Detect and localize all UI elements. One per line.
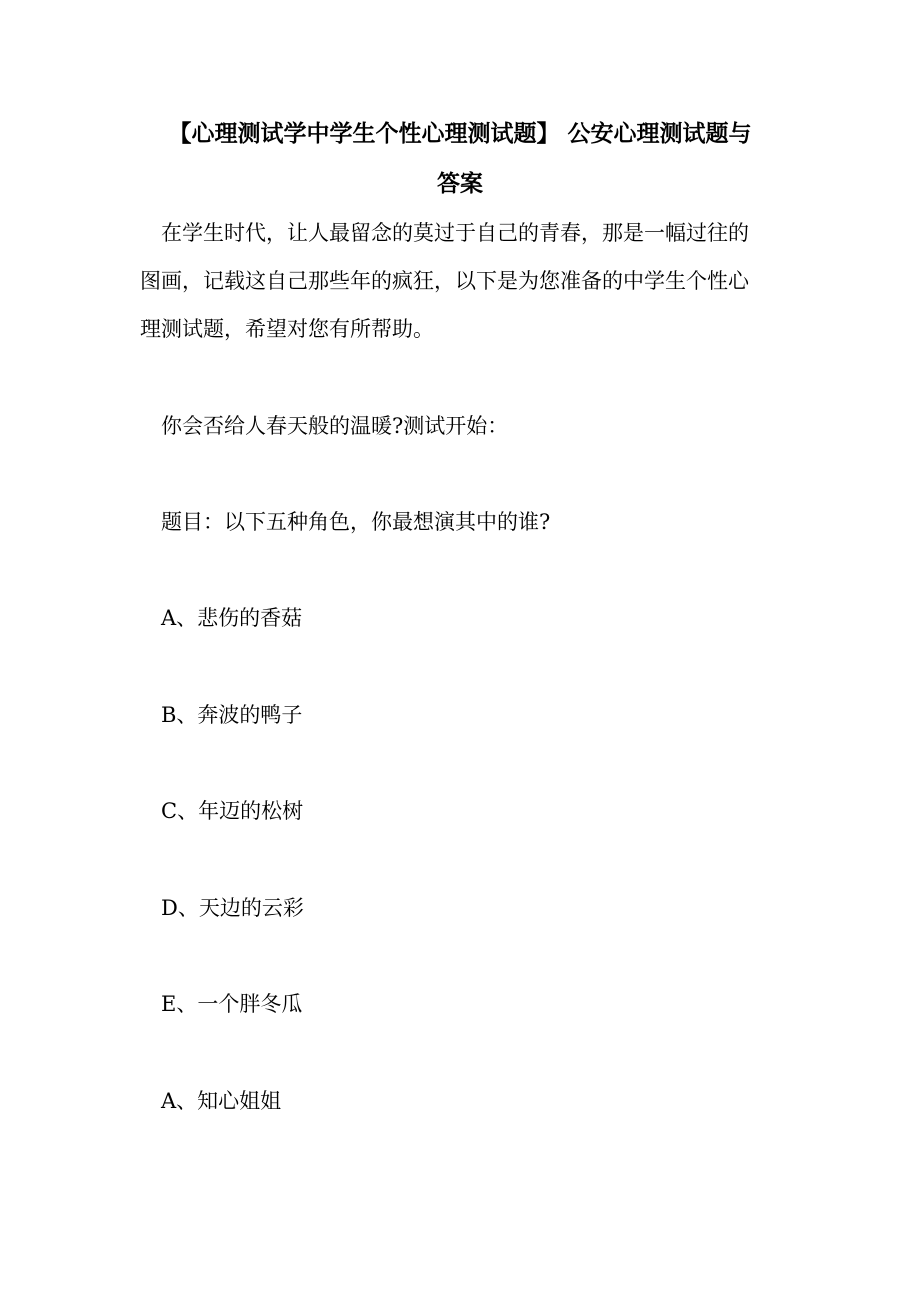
option-d: D、天边的云彩 <box>161 896 304 920</box>
answer-a-line: A、知心姐姐 <box>161 1089 282 1113</box>
intro-paragraph-line-1: 在学生时代，让人最留念的莫过于自己的青春，那是一幅过往的 <box>161 221 749 245</box>
option-b: B、奔波的鸭子 <box>161 703 303 727</box>
intro-paragraph-line-2: 图画，记载这自己那些年的疯狂，以下是为您准备的中学生个性心 <box>140 269 749 293</box>
question-line: 题目：以下五种角色，你最想演其中的谁? <box>161 510 551 534</box>
option-a: A、悲伤的香菇 <box>161 606 303 630</box>
document-title-line-1: 【心理测试学中学生个性心理测试题】 公安心理测试题与 <box>168 120 752 147</box>
test-intro-line: 你会否给人春天般的温暖?测试开始： <box>161 414 509 438</box>
document-title-line-2: 答案 <box>437 170 483 197</box>
option-c: C、年迈的松树 <box>161 799 304 823</box>
intro-paragraph-line-3: 理测试题，希望对您有所帮助。 <box>140 317 434 341</box>
option-e: E、一个胖冬瓜 <box>161 992 303 1016</box>
